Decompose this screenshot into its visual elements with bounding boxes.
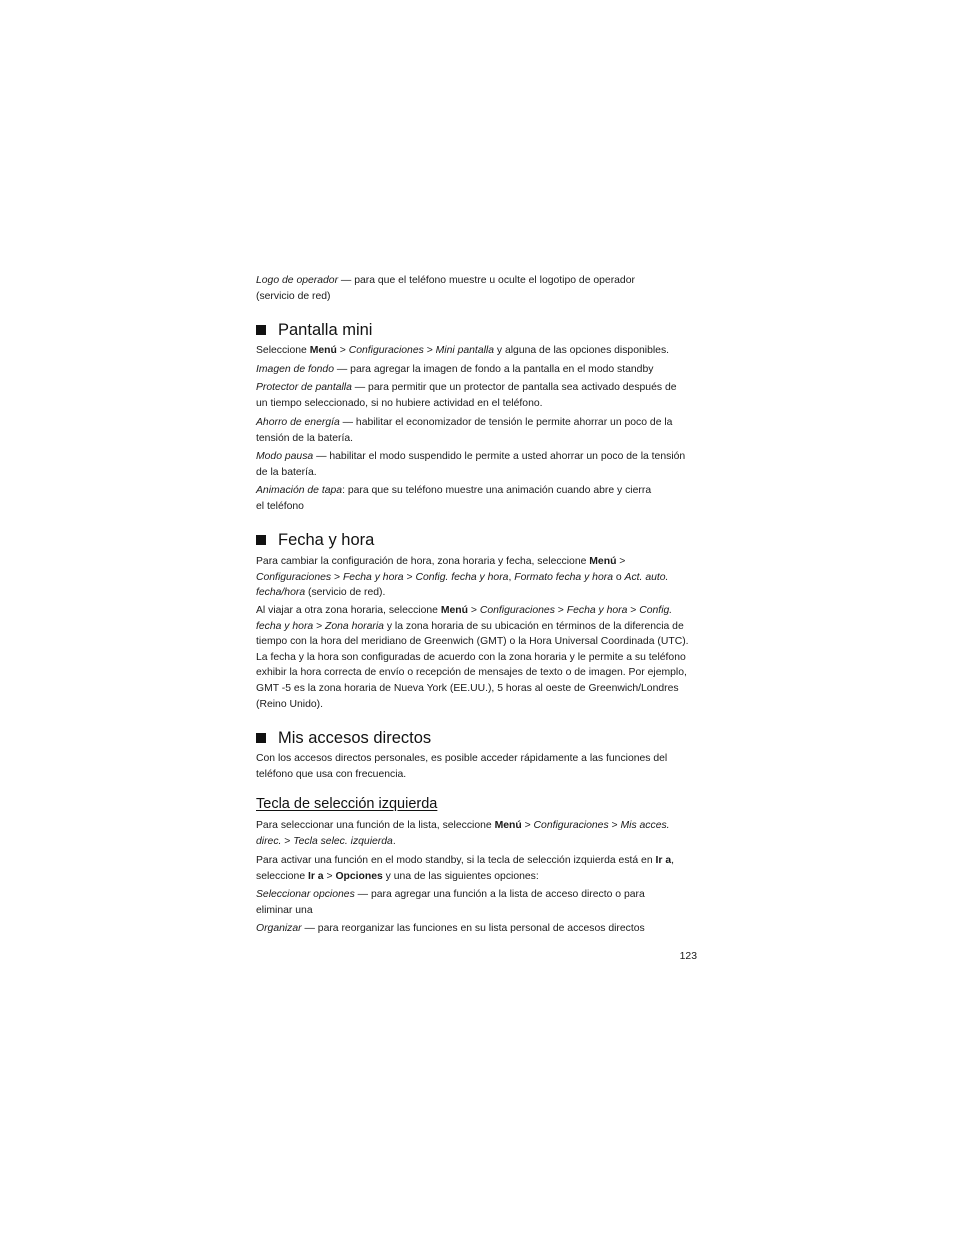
text: tiempo con la hora del meridiano de Greenwich (GMT) o la Hora Universal Coordinada (UTC). <box>256 636 689 648</box>
separator: > <box>616 556 626 567</box>
separator: > <box>403 571 416 583</box>
text: : para que su teléfono muestre una animación cuando abre y cierra <box>342 485 652 496</box>
separator: > <box>331 571 343 583</box>
paragraph <box>256 483 698 514</box>
text: tensión de la batería. <box>256 432 354 444</box>
text: y una de las siguientes opciones: <box>382 870 539 882</box>
separator: > <box>467 605 480 616</box>
separator: > <box>608 820 621 831</box>
subsection-heading <box>256 795 698 813</box>
menu-path: Configuraciones <box>479 605 555 616</box>
menu-path: Mis acces. <box>620 820 670 831</box>
heading-text: Pantalla mini <box>278 321 373 339</box>
term: Protector de pantalla <box>256 382 352 393</box>
menu-term: Menú <box>494 820 522 831</box>
term: Logo de operador <box>256 275 339 286</box>
menu-term: Menú <box>589 556 617 567</box>
menu-path: fecha y hora <box>256 620 314 632</box>
section-heading <box>256 728 698 748</box>
intro-line-1 <box>256 273 698 289</box>
term: Ahorro de energía <box>256 417 340 428</box>
menu-path: Config. fecha y hora <box>415 571 509 583</box>
text: — habilitar el economizador de tensión le permite ahorrar un poco de la <box>339 417 673 428</box>
intro-paragraph <box>256 273 698 304</box>
separator: > <box>336 345 349 356</box>
menu-path: Configuraciones <box>256 571 332 583</box>
intro-line-2: (servicio de red) <box>256 290 331 302</box>
term: Seleccionar opciones <box>256 889 355 900</box>
text: (Reino Unido). <box>256 698 323 710</box>
text: Para cambiar la configuración de hora, zona horaria y fecha, seleccione <box>256 556 590 567</box>
menu-path: Mini pantalla <box>435 345 494 356</box>
text: un tiempo seleccionado, si no hubiere actividad en el teléfono. <box>256 397 543 409</box>
menu-path: Configuraciones <box>348 345 424 356</box>
menu-term: Ir a <box>307 870 324 882</box>
page-number: 123 <box>679 951 697 962</box>
separator: > <box>323 870 336 882</box>
menu-term: Ir a <box>655 855 672 866</box>
text: La fecha y la hora son configuradas de acuerdo con la zona horaria y le permite a su teléfono <box>256 651 686 663</box>
menu-path: Tecla selec. izquierda <box>293 835 393 847</box>
menu-term: Opciones <box>335 870 383 882</box>
text: — para reorganizar las funciones en su lista personal de accesos directos <box>301 923 645 934</box>
separator: > <box>521 820 534 831</box>
separator: > <box>423 345 436 356</box>
separator: o <box>612 571 625 583</box>
paragraph <box>256 751 698 782</box>
square-bullet-icon <box>256 733 266 743</box>
paragraph <box>256 887 698 918</box>
text: — para agregar una función a la lista de acceso directo o para <box>354 889 645 900</box>
section-heading <box>256 320 698 340</box>
paragraph <box>256 449 698 480</box>
separator: > <box>627 605 640 616</box>
subheading-text: Tecla de selección izquierda <box>256 796 438 812</box>
text: GMT -5 es la zona horaria de Nueva York (EE.UU.), 5 horas al oeste de Greenwich/Londres <box>256 682 679 694</box>
text: eliminar una <box>256 904 313 916</box>
text: Para activar una función en el modo standby, si la tecla de selección izquierda está en <box>256 855 656 866</box>
text: Con los accesos directos personales, es posible acceder rápidamente a las funciones del <box>256 753 668 764</box>
text: Para seleccionar una función de la lista, seleccione <box>256 820 495 831</box>
menu-path: Zona horaria <box>325 620 384 632</box>
menu-path: Config. <box>639 605 673 616</box>
text: y alguna de las opciones disponibles. <box>494 345 670 356</box>
paragraph <box>256 853 698 884</box>
square-bullet-icon <box>256 535 266 545</box>
paragraph <box>256 343 698 359</box>
heading-text: Mis accesos directos <box>278 729 432 747</box>
text: Al viajar a otra zona horaria, seleccione <box>256 605 441 616</box>
paragraph <box>256 362 698 378</box>
heading-text: Fecha y hora <box>278 531 375 549</box>
menu-path: Configuraciones <box>533 820 609 831</box>
separator: > <box>554 605 567 616</box>
paragraph <box>256 603 698 712</box>
text: — para permitir que un protector de pantalla sea activado después de <box>351 382 677 393</box>
text: de la batería. <box>256 466 317 478</box>
term: Imagen de fondo <box>256 364 334 375</box>
text: el teléfono <box>256 500 304 512</box>
square-bullet-icon <box>256 325 266 335</box>
paragraph <box>256 380 698 411</box>
paragraph <box>256 415 698 446</box>
paragraph <box>256 554 698 601</box>
term: Animación de tapa <box>256 485 343 496</box>
text: seleccione <box>256 870 308 882</box>
term: Modo pausa <box>256 451 314 462</box>
menu-path: Fecha y hora <box>342 571 404 583</box>
text: (servicio de red). <box>305 587 386 599</box>
term: Organizar <box>256 923 302 934</box>
menu-path: Act. auto. <box>624 571 669 583</box>
text: y la zona horaria de su ubicación en términos de la diferencia de <box>383 620 684 632</box>
separator: > <box>313 620 326 632</box>
separator: > <box>281 835 294 847</box>
menu-term: Menú <box>440 605 468 616</box>
text: Seleccione <box>256 345 310 356</box>
separator: , <box>508 571 515 583</box>
text: exhibir la hora correcta de envío o recepción de mensajes de texto o de imagen. Por ejemplo, <box>256 667 687 679</box>
menu-path: direc. <box>256 835 282 847</box>
menu-path: fecha/hora <box>256 587 306 599</box>
paragraph <box>256 818 698 849</box>
menu-path: Fecha y hora <box>566 605 628 616</box>
menu-path: Formato fecha y hora <box>514 571 613 583</box>
section-heading <box>256 530 698 550</box>
menu-term: Menú <box>309 345 337 356</box>
text: . <box>392 835 396 847</box>
text: , <box>671 855 675 866</box>
text: — habilitar el modo suspendido le permite a usted ahorrar un poco de la tensión <box>313 451 686 462</box>
text: teléfono que usa con frecuencia. <box>256 768 407 780</box>
paragraph <box>256 921 698 937</box>
text: — para que el teléfono muestre u oculte el logotipo de operador <box>338 275 635 286</box>
text: — para agregar la imagen de fondo a la pantalla en el modo standby <box>334 364 654 375</box>
